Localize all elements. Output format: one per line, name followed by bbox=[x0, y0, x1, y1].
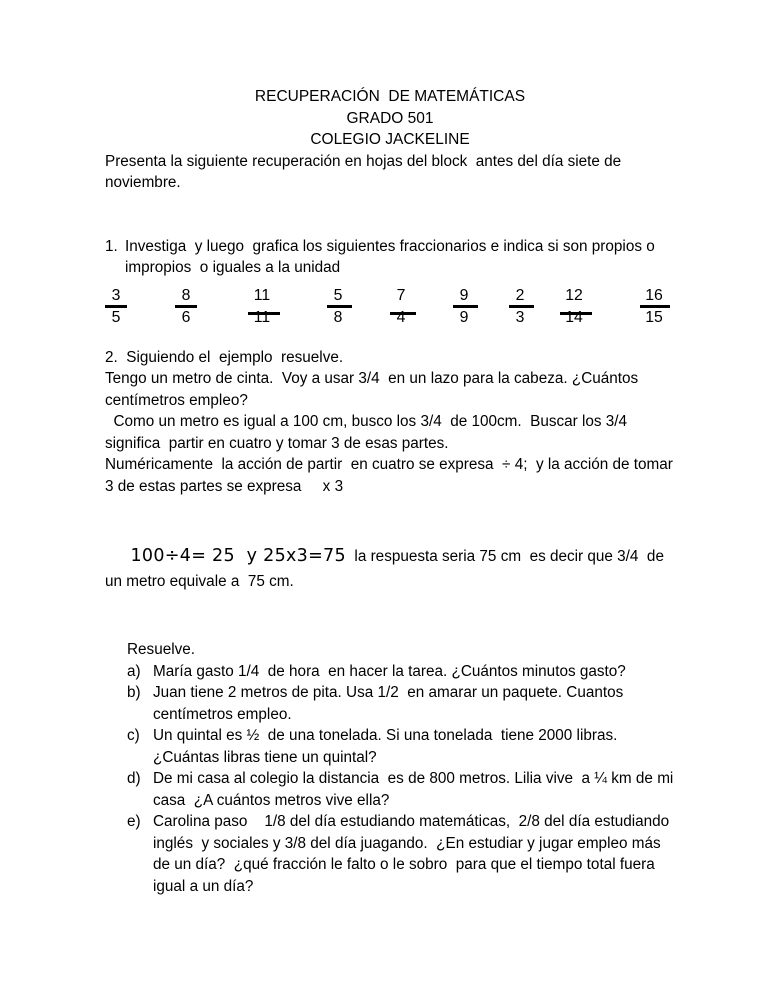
worked-example-line bbox=[105, 519, 675, 619]
item-2 bbox=[105, 347, 678, 498]
resuelve-item-text: Juan tiene 2 metros de pita. Usa 1/2 en amarar un paquete. Cuantos centímetros empleo. bbox=[153, 684, 628, 723]
resuelve-heading: Resuelve. bbox=[127, 641, 196, 658]
fraction-numerator: 8 bbox=[181, 286, 191, 304]
fraction-numerator: 12 bbox=[565, 286, 583, 304]
fraction-1 bbox=[105, 287, 127, 326]
resuelve-item-marker: a) bbox=[127, 662, 141, 680]
item-2-paragraph-1: Tengo un metro de cinta. Voy a usar 3/4 en un lazo para la cabeza. ¿Cuántos centímetros empleo? bbox=[105, 370, 643, 409]
resuelve-item-text: Carolina paso 1/8 del día estudiando matemáticas, 2/8 del día estudiando inglés y sociales y 3/8 del día juagando. ¿En estudiar y jugar empleo más de un día? ¿qué fracción le falto o le sobro para que el tiempo total fuera igual a un día? bbox=[153, 813, 674, 895]
worked-example-expression: 100÷4= 25 y 25x3=75 bbox=[130, 546, 346, 566]
resuelve-item-text: De mi casa al colegio la distancia es de 800 metros. Lilia vive a ¼ km de mi casa ¿A cuántos metros vive ella? bbox=[153, 770, 678, 809]
fraction-numerator: 2 bbox=[515, 286, 525, 304]
fraction-bar bbox=[105, 305, 127, 308]
fraction-numerator: 3 bbox=[111, 286, 121, 304]
spacer-before-item-1 bbox=[105, 194, 675, 236]
resuelve-item-b bbox=[127, 682, 675, 725]
fraction-7 bbox=[509, 287, 531, 326]
fraction-4 bbox=[327, 287, 349, 326]
fraction-2 bbox=[175, 287, 197, 326]
fraction-denominator: 9 bbox=[459, 308, 469, 326]
resuelve-item-text: María gasto 1/4 de hora en hacer la tarea. ¿Cuántos minutos gasto? bbox=[153, 662, 626, 680]
item-2-paragraph-2: Como un metro es igual a 100 cm, busco los 3/4 de 100cm. Buscar los 3/4 significa partir en cuatro y tomar 3 de esas partes. bbox=[105, 413, 632, 452]
fraction-bar bbox=[175, 305, 197, 308]
resuelve-item-marker: e) bbox=[127, 813, 141, 830]
resuelve-item-e bbox=[127, 811, 675, 897]
fraction-denominator: 14 bbox=[565, 308, 583, 326]
fraction-bar bbox=[327, 305, 352, 308]
worked-example-tail: la respuesta seria 75 cm es decir que 3/4 de un metro equivale a 75 cm. bbox=[105, 548, 669, 590]
fraction-bar bbox=[509, 305, 534, 308]
fraction-bar bbox=[453, 305, 478, 308]
item-1-marker: 1. bbox=[105, 237, 118, 255]
fractions-row bbox=[105, 287, 675, 333]
fraction-3 bbox=[248, 286, 276, 326]
resuelve-item-marker: c) bbox=[127, 727, 140, 744]
fraction-denominator: 15 bbox=[645, 308, 663, 326]
intro-paragraph: Presenta la siguiente recuperación en hojas del block antes del día siete de noviembre. bbox=[105, 152, 626, 191]
fraction-denominator: 8 bbox=[333, 308, 343, 326]
item-2-heading: 2. Siguiendo el ejemplo resuelve. bbox=[105, 348, 344, 366]
fraction-denominator: 11 bbox=[253, 308, 271, 326]
fraction-numerator: 7 bbox=[396, 286, 406, 304]
document-body bbox=[105, 86, 678, 897]
resuelve-block bbox=[105, 639, 678, 897]
item-1 bbox=[105, 236, 675, 279]
fraction-denominator: 3 bbox=[515, 308, 525, 326]
fraction-8 bbox=[560, 286, 588, 326]
fraction-9 bbox=[640, 287, 668, 326]
fraction-5 bbox=[390, 286, 412, 326]
fraction-numerator: 9 bbox=[459, 286, 469, 304]
resuelve-item-d bbox=[127, 768, 678, 811]
fraction-numerator: 16 bbox=[645, 286, 663, 304]
fraction-numerator: 5 bbox=[333, 286, 343, 304]
resuelve-item-text: Un quintal es ½ de una tonelada. Si una tonelada tiene 2000 libras. ¿Cuántas libras tiene un quintal? bbox=[153, 727, 622, 766]
resuelve-item-a bbox=[127, 661, 675, 683]
resuelve-item-marker: b) bbox=[127, 684, 141, 701]
title-line-grade: GRADO 501 bbox=[346, 109, 434, 127]
resuelve-item-marker: d) bbox=[127, 770, 141, 787]
resuelve-item-c bbox=[127, 725, 675, 768]
title-line-subject: RECUPERACIÓN DE MATEMÁTICAS bbox=[254, 88, 526, 105]
fraction-denominator: 6 bbox=[181, 308, 191, 326]
fraction-denominator: 4 bbox=[396, 308, 406, 326]
title-line-school: COLEGIO JACKELINE bbox=[310, 131, 470, 148]
document-title-block bbox=[105, 86, 675, 151]
resuelve-list bbox=[127, 661, 678, 898]
fraction-denominator: 5 bbox=[111, 308, 121, 326]
fraction-bar bbox=[640, 305, 670, 308]
item-2-paragraph-3: Numéricamente la acción de partir en cuatro se expresa ÷ 4; y la acción de tomar 3 de estas partes se expresa x 3 bbox=[105, 456, 678, 495]
item-1-text: Investiga y luego grafica los siguientes fraccionarios e indica si son propios o impropios o iguales a la unidad bbox=[125, 237, 659, 276]
fraction-6 bbox=[453, 287, 475, 326]
fraction-numerator: 11 bbox=[253, 286, 271, 304]
